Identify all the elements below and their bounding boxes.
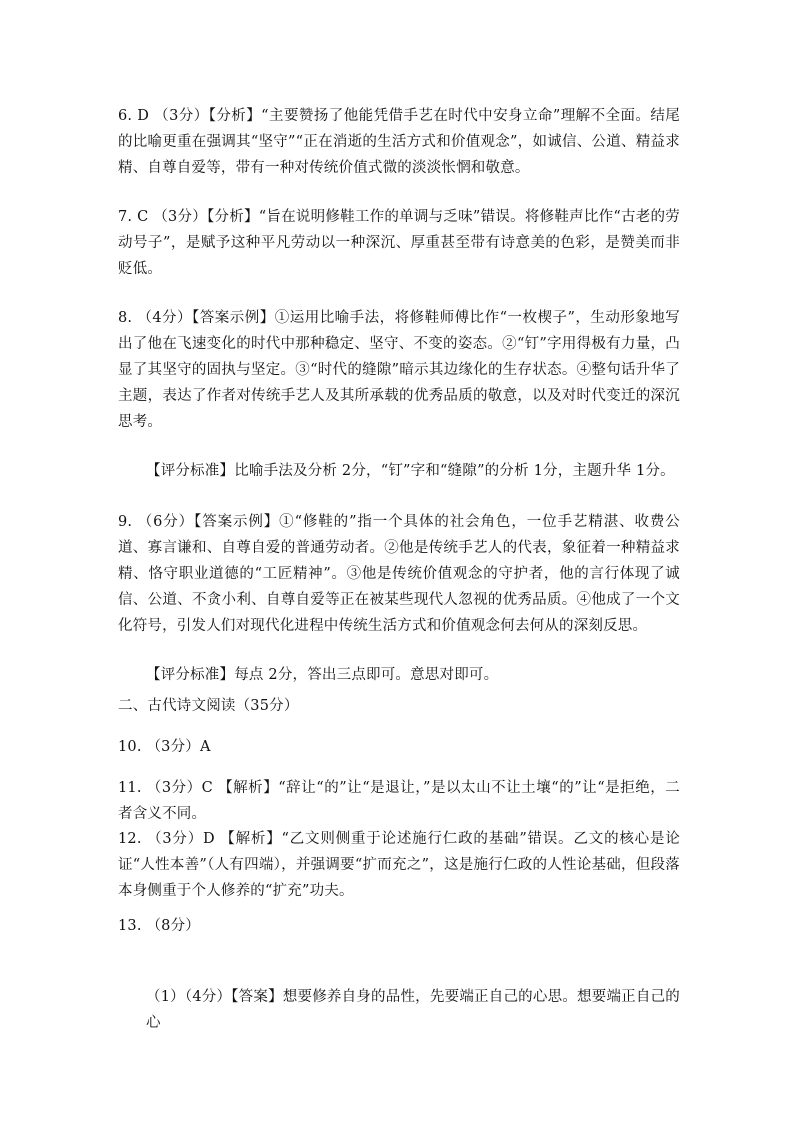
answer-item-6: 6. D （3分）【分析】“主要赞扬了他能凭借手艺在时代中安身立命”理解不全面。结尾的比喻更重在强调其“坚守”“正在消逝的生活方式和价值观念”，如诚信、公道、精益求精、自尊自爱等，带有一种对传统价值式微的淡淡怅惘和敬意。 <box>118 108 680 176</box>
answer-item-9: 9. （6分）【答案示例】①“修鞋的”指一个具体的社会角色，一位手艺精湛、收费公道、寡言谦和、自尊自爱的普通劳动者。②他是传统手艺人的代表，象征着一种精益求精、恪守职业道德的“工匠精神”。③他是传统价值观念的守护者，他的言行体现了诚信、公道、不贪小利、自尊自爱等正在被某些现代人忽视的优秀品质。④他成了一个文化符号，引发人们对现代化进程中传统生活方式和价值观念何去何从的深刻反思。 <box>118 514 680 634</box>
answer-item-11: 11. （3分）C 【解析】“辞让“的”让“是退让，”是以太山不让土壤“的”让“是拒绝，二者含义不同。 <box>118 780 680 822</box>
answer-item-8: 8. （4分）【答案示例】①运用比喻手法，将修鞋师傅比作“一枚楔子”，生动形象地写出了他在飞速变化的时代中那种稳定、坚守、不变的姿态。②“钉”字用得极有力量，凸显了其坚守的固执与坚定。③“时代的缝隙”暗示其边缘化的生存状态。④整句话升华了主题，表达了作者对传统手艺人及其所承载的优秀品质的敬意，以及对时代变迁的深沉思考。 <box>118 310 680 430</box>
answer-item-13-part-1: （1）（4分）【答案】想要修养自身的品性，先要端正自己的心思。想要端正自己的心 <box>146 989 680 1031</box>
answer-item-7: 7. C （3分）【分析】“旨在说明修鞋工作的单调与乏味”错误。将修鞋声比作“古老的劳动号子”，是赋予这种平凡劳动以一种深沉、厚重甚至带有诗意美的色彩，是赞美而非贬低。 <box>118 209 680 277</box>
answer-item-10: 10. （3分）A <box>118 739 211 755</box>
answer-item-12: 12. （3分）D 【解析】“乙文则侧重于论述施行仁政的基础”错误。乙文的核心是论证“人性本善”（人有四端），并强调要“扩而充之”，这是施行仁政的人性论基础，但段落本身侧重于个人修养的“扩充”功夫。 <box>118 831 680 899</box>
scoring-standard-8: 【评分标准】比喻手法及分析 2分，“钉”字和“缝隙”的分析 1分，主题升华 1分。 <box>146 463 675 479</box>
answer-item-13: 13. （8分） <box>118 918 200 934</box>
scoring-standard-9: 【评分标准】每点 2分，答出三点即可。意思对即可。 <box>146 667 499 683</box>
section-heading: 二、古代诗文阅读（35分） <box>118 698 299 714</box>
